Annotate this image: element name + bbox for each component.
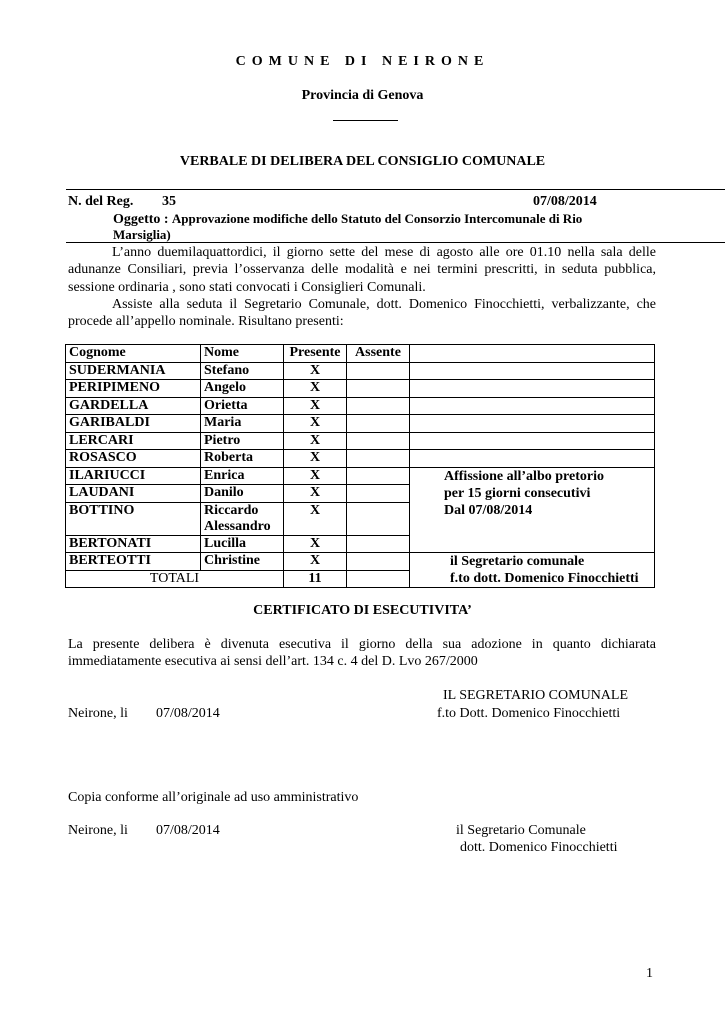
totali-value: 11 bbox=[284, 570, 347, 588]
totali-empty bbox=[347, 570, 410, 588]
assente bbox=[347, 450, 410, 468]
nome: Christine bbox=[201, 553, 284, 571]
side-cell bbox=[410, 450, 655, 468]
presente: X bbox=[284, 485, 347, 503]
header-assente: Assente bbox=[347, 345, 410, 363]
preambolo bbox=[68, 244, 656, 330]
copia-firma-title: il Segretario Comunale bbox=[456, 823, 586, 838]
cognome: GARIBALDI bbox=[66, 415, 201, 433]
assente bbox=[347, 362, 410, 380]
oggetto-line2: Marsiglia) bbox=[113, 227, 171, 242]
certificato-title: CERTIFICATO DI ESECUTIVITA’ bbox=[253, 603, 472, 618]
assente bbox=[347, 397, 410, 415]
cognome: ROSASCO bbox=[66, 450, 201, 468]
presente: X bbox=[284, 535, 347, 553]
page-number: 1 bbox=[646, 966, 653, 981]
nome: Roberta bbox=[201, 450, 284, 468]
cert-luogo: Neirone, li bbox=[68, 706, 128, 721]
reg-date: 07/08/2014 bbox=[533, 194, 597, 209]
presente: X bbox=[284, 415, 347, 433]
cognome: ILARIUCCI bbox=[66, 467, 201, 485]
copia-luogo: Neirone, li bbox=[68, 823, 128, 838]
cert-firma-title: IL SEGRETARIO COMUNALE bbox=[443, 688, 629, 703]
oggetto bbox=[113, 211, 582, 228]
side-cell bbox=[410, 380, 655, 398]
assente bbox=[347, 535, 410, 553]
cert-firma-name: f.to Dott. Domenico Finocchietti bbox=[437, 706, 621, 721]
presente: X bbox=[284, 450, 347, 468]
nome: Danilo bbox=[201, 485, 284, 503]
header-presente: Presente bbox=[284, 345, 347, 363]
cognome: BERTEOTTI bbox=[66, 553, 201, 571]
table-row bbox=[66, 380, 655, 398]
attendance-table bbox=[65, 344, 655, 588]
top-rule bbox=[66, 189, 725, 190]
table-row bbox=[66, 553, 655, 571]
divider bbox=[333, 120, 398, 121]
nome: Stefano bbox=[201, 362, 284, 380]
comune-title: COMUNE DI NEIRONE bbox=[235, 54, 490, 69]
side-cell bbox=[410, 345, 655, 363]
segretario-line: f.to dott. Domenico Finocchietti bbox=[450, 571, 639, 586]
presente: X bbox=[284, 432, 347, 450]
side-cell bbox=[410, 432, 655, 450]
side-cell bbox=[410, 415, 655, 433]
oggetto-line1: Approvazione modifiche dello Statuto del Consorzio Intercomunale di Rio bbox=[171, 211, 583, 226]
segretario-line: il Segretario comunale bbox=[450, 554, 585, 569]
affissione-note bbox=[410, 467, 655, 553]
affissione-line: Affissione all’albo pretorio bbox=[444, 468, 604, 484]
cognome: BOTTINO bbox=[66, 502, 201, 535]
cognome: PERIPIMENO bbox=[66, 380, 201, 398]
nome: Angelo bbox=[201, 380, 284, 398]
header-nome: Nome bbox=[201, 345, 284, 363]
nome: Lucilla bbox=[201, 535, 284, 553]
assente bbox=[347, 432, 410, 450]
presente: X bbox=[284, 467, 347, 485]
presente: X bbox=[284, 397, 347, 415]
cognome: LAUDANI bbox=[66, 485, 201, 503]
assente bbox=[347, 415, 410, 433]
presente: X bbox=[284, 553, 347, 571]
side-cell bbox=[410, 397, 655, 415]
table-row bbox=[66, 397, 655, 415]
assente bbox=[347, 553, 410, 571]
presente: X bbox=[284, 380, 347, 398]
copia-text: Copia conforme all’originale ad uso amministrativo bbox=[68, 790, 359, 805]
assente bbox=[347, 380, 410, 398]
reg-label: N. del Reg. bbox=[68, 194, 134, 209]
segretario-note bbox=[410, 553, 655, 588]
nome: Enrica bbox=[201, 467, 284, 485]
preambolo-par1: L’anno duemilaquattordici, il giorno sette del mese di agosto alle ore 01.10 nella sala delle adunanze Consiliari, previa l’osservanza delle modalità e nei termini prescritti, in seduta pubblica, sessione ordinaria , sono stati convocati i Consiglieri Comunali. bbox=[68, 245, 656, 295]
provincia-subtitle: Provincia di Genova bbox=[301, 88, 424, 103]
assente bbox=[347, 485, 410, 503]
cognome: BERTONATI bbox=[66, 535, 201, 553]
oggetto-label: Oggetto : bbox=[113, 212, 169, 227]
assente bbox=[347, 467, 410, 485]
copia-firma-name: dott. Domenico Finocchietti bbox=[460, 840, 618, 855]
cert-data: 07/08/2014 bbox=[156, 706, 220, 721]
affissione-line: per 15 giorni consecutivi bbox=[444, 485, 591, 501]
cognome: GARDELLA bbox=[66, 397, 201, 415]
reg-number: 35 bbox=[162, 194, 176, 209]
preambolo-par2: Assiste alla seduta il Segretario Comunale, dott. Domenico Finocchietti, verbalizzante, che procede all’appello nominale. Risultano presenti: bbox=[68, 296, 656, 330]
header-cognome: Cognome bbox=[66, 345, 201, 363]
certificato-text: La presente delibera è divenuta esecutiva il giorno della sua adozione in quanto dichiarata immediatamente esecutiva ai sensi dell’art. 134 c. 4 del D. Lvo 267/2000 bbox=[68, 637, 656, 669]
table-row bbox=[66, 415, 655, 433]
copia-data: 07/08/2014 bbox=[156, 823, 220, 838]
table-row bbox=[66, 362, 655, 380]
nome: Orietta bbox=[201, 397, 284, 415]
affissione-line: Dal 07/08/2014 bbox=[444, 502, 533, 518]
presente: X bbox=[284, 362, 347, 380]
nome: Riccardo Alessandro bbox=[201, 502, 284, 535]
table-row bbox=[66, 432, 655, 450]
verbale-heading: VERBALE DI DELIBERA DEL CONSIGLIO COMUNALE bbox=[179, 154, 546, 169]
nome: Maria bbox=[201, 415, 284, 433]
cognome: SUDERMANIA bbox=[66, 362, 201, 380]
table-row bbox=[66, 467, 655, 485]
presente: X bbox=[284, 502, 347, 535]
bottom-rule bbox=[66, 242, 725, 243]
table-row bbox=[66, 450, 655, 468]
side-cell bbox=[410, 362, 655, 380]
table-header-row bbox=[66, 345, 655, 363]
nome: Pietro bbox=[201, 432, 284, 450]
cognome: LERCARI bbox=[66, 432, 201, 450]
assente bbox=[347, 502, 410, 535]
totali-label: TOTALI bbox=[66, 570, 284, 588]
